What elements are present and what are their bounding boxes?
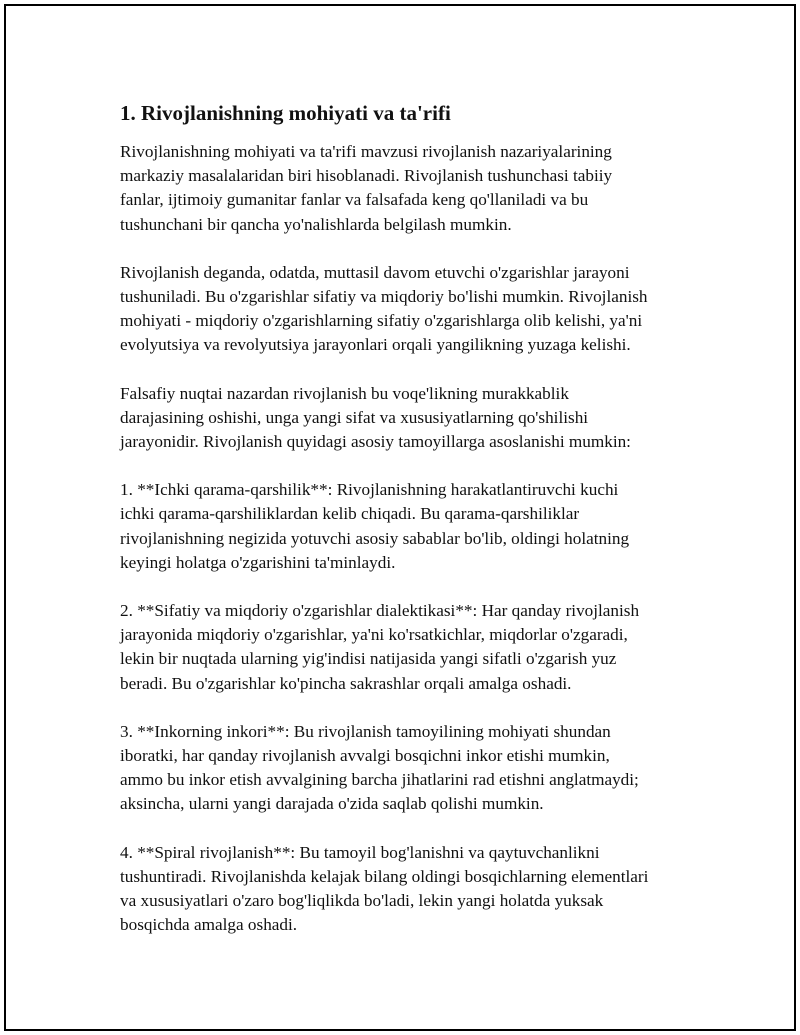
text-line: bosqichda amalga oshadi. <box>120 915 298 935</box>
text-line: iboratki, har qanday rivojlanish avvalgi bosqichni inkor etishi mumkin, <box>120 746 610 766</box>
text-line: 3. **Inkorning inkori**: Bu rivojlanish tamoyilining mohiyati shundan <box>120 721 611 741</box>
text-line: darajasining oshishi, unga yangi sifat va xususiyatlarning qo'shilishi <box>120 407 589 427</box>
text-line: 2. **Sifatiy va miqdoriy o'zgarishlar dialektikasi**: Har qanday rivojlanish <box>120 601 640 621</box>
text-line: va xususiyatlari o'zaro bog'liqlikda bo'ladi, lekin yangi holatda yuksak <box>120 891 604 911</box>
paragraph-intro <box>120 140 720 237</box>
text-line: markaziy masalalaridan biri hisoblanadi. Rivojlanish tushunchasi tabiiy <box>120 166 613 186</box>
paragraph-principle-4 <box>120 841 720 938</box>
paragraph-definition <box>120 261 720 358</box>
text-line: keyingi holatga o'zgarishini ta'minlaydi. <box>120 552 396 572</box>
text-line: rivojlanishning negizida yotuvchi asosiy sabablar bo'lib, oldingi holatning <box>120 528 630 548</box>
paragraph-philosophy <box>120 382 720 455</box>
text-line: aksincha, ularni yangi darajada o'zida saqlab qolishi mumkin. <box>120 794 544 814</box>
text-line: mohiyati - miqdoriy o'zgarishlarning sifatiy o'zgarishlarga olib kelishi, ya'ni <box>120 311 643 331</box>
text-line: tushuntiradi. Rivojlanishda kelajak bilang oldingi bosqichlarning elementlari <box>120 866 649 886</box>
document-body <box>120 100 720 961</box>
text-line: Falsafiy nuqtai nazardan rivojlanish bu voqe'likning murakkablik <box>120 383 569 403</box>
text-line: 1. **Ichki qarama-qarshilik**: Rivojlanishning harakatlantiruvchi kuchi <box>120 480 619 500</box>
text-line: jarayonida miqdoriy o'zgarishlar, ya'ni ko'rsatkichlar, miqdorlar o'zgaradi, <box>120 625 628 645</box>
paragraph-principle-3 <box>120 720 720 817</box>
text-line: evolyutsiya va revolyutsiya jarayonlari orqali yangilikning yuzaga kelishi. <box>120 335 631 355</box>
page-frame <box>4 4 796 1031</box>
text-line: lekin bir nuqtada ularning yig'indisi natijasida yangi sifatli o'zgarish yuz <box>120 649 617 669</box>
text-line: tushunchani bir qancha yo'nalishlarda belgilash mumkin. <box>120 214 512 234</box>
text-line: Rivojlanishning mohiyati va ta'rifi mavzusi rivojlanish nazariyalarining <box>120 142 612 161</box>
text-line: tushuniladi. Bu o'zgarishlar sifatiy va miqdoriy bo'lishi mumkin. Rivojlanish <box>120 287 648 307</box>
text-line: fanlar, ijtimoiy gumanitar fanlar va falsafada keng qo'llaniladi va bu <box>120 190 589 210</box>
section-heading: 1. Rivojlanishning mohiyati va ta'rifi <box>120 101 451 125</box>
text-line: beradi. Bu o'zgarishlar ko'pincha sakrashlar orqali amalga oshadi. <box>120 673 572 693</box>
paragraph-principle-1 <box>120 478 720 575</box>
paragraph-principle-2 <box>120 599 720 696</box>
text-line: ammo bu inkor etish avvalgining barcha jihatlarini rad etishni anglatmaydi; <box>120 770 639 790</box>
text-line: jarayonidir. Rivojlanish quyidagi asosiy tamoyillarga asoslanishi mumkin: <box>120 432 631 452</box>
text-line: ichki qarama-qarshiliklardan kelib chiqadi. Bu qarama-qarshiliklar <box>120 504 580 524</box>
text-line: Rivojlanish deganda, odatda, muttasil davom etuvchi o'zgarishlar jarayoni <box>120 262 630 282</box>
text-line: 4. **Spiral rivojlanish**: Bu tamoyil bog'lanishni va qaytuvchanlikni <box>120 842 600 862</box>
